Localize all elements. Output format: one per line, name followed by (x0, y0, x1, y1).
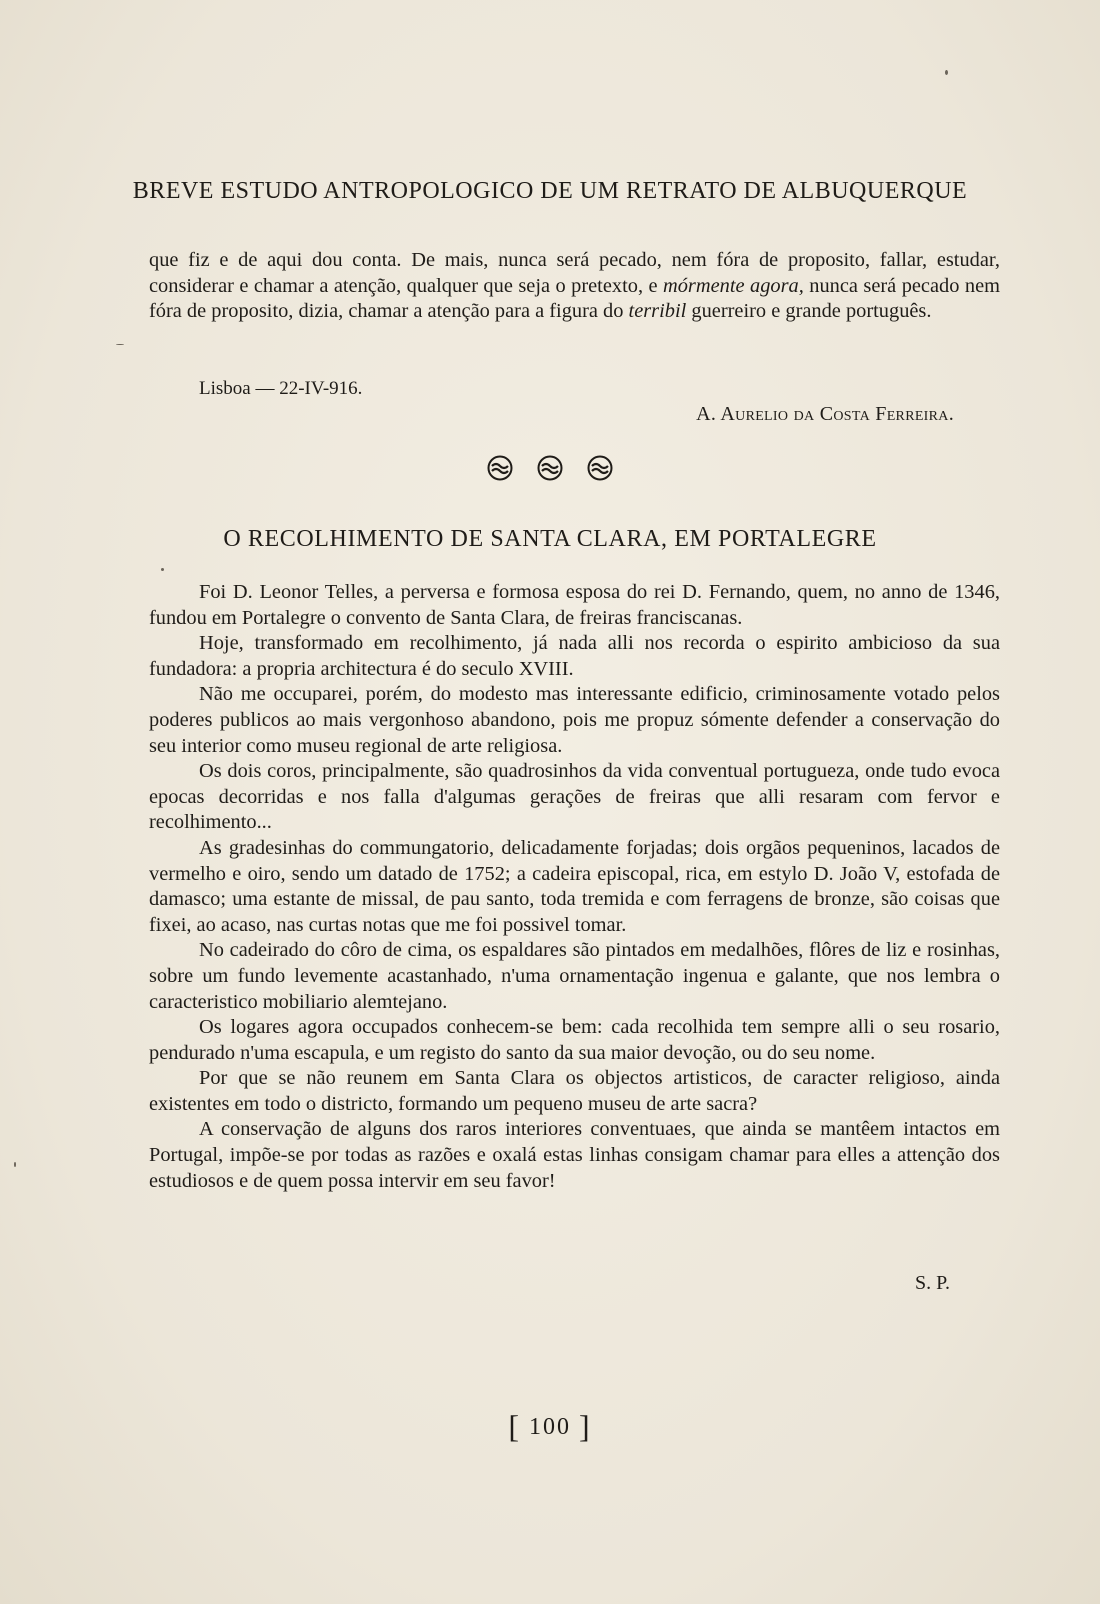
fleuron-ornament-icon (486, 454, 514, 482)
paper-speck (116, 344, 124, 345)
continuation-text-1: que fiz e de aqui dou conta. De mais, nunca será pecado, nem fóra de proposito, fallar, estudar, considerar e chamar a atenção, qualquer que seja o pretexto, e (149, 249, 1000, 297)
article-title: O RECOLHIMENTO DE SANTA CLARA, EM PORTALEGRE (223, 526, 877, 552)
article-paragraph: Por que se não reunem em Santa Clara os objectos artisticos, de caracter religioso, ainda existentes em todo o districto, formando um pequeno museu de arte sacra? (149, 1067, 1000, 1115)
page-number (0, 1408, 1100, 1445)
article-paragraph: A conservação de alguns dos raros interiores conventuaes, que ainda se mantêem intactos em Portugal, impõe-se por todas as razões e oxalá estas linhas consigam chamar para elles a attenção dos estudiosos e de quem possa intervir em seu favor! (149, 1118, 1000, 1192)
article-body (149, 580, 1000, 1194)
paper-speck (945, 70, 948, 75)
article-paragraph: Foi D. Leonor Telles, a perversa e formosa esposa do rei D. Fernando, quem, no anno de 1346, fundou em Portalegre o convento de Santa Clara, de freiras franciscanas. (149, 581, 1000, 629)
running-head: BREVE ESTUDO ANTROPOLOGICO DE UM RETRATO DE ALBUQUERQUE (132, 178, 968, 204)
continuation-paragraph (149, 248, 1000, 325)
article-paragraph: Os logares agora occupados conhecem-se bem: cada recolhida tem sempre alli o seu rosario, pendurado n'uma escapula, e um registo do santo da sua maior devoção, ou do seu nome. (149, 1016, 1000, 1064)
article-paragraph: Hoje, transformado em recolhimento, já nada alli nos recorda o espirito ambicioso da sua fundadora: a propria architectura é do seculo XVIII. (149, 632, 1000, 680)
paper-speck (14, 1162, 16, 1167)
continuation-italic-2: terribil (628, 300, 687, 323)
fleuron-ornament-icon (536, 454, 564, 482)
article-paragraph: Não me occuparei, porém, do modesto mas interessante edificio, criminosamente votado pelos poderes publicos ao mais vergonhoso abandono, pois me propuz sómente defender a conservação do seu interior como museu regional de arte religiosa. (149, 683, 1000, 757)
article-paragraph: No cadeirado do côro de cima, os espaldares são pintados em medalhões, flôres de liz e rosinhas, sobre um fundo levemente acastanhado, n'uma ornamentação ingenua e galante, que nos lembra o caracteristico mobiliario alemtejano. (149, 939, 1000, 1013)
continuation-italic-1: mórmente agora, (663, 274, 804, 297)
continuation-text (149, 248, 1000, 325)
article-paragraph: Os dois coros, principalmente, são quadrosinhos da vida conventual portugueza, onde tudo evoca epocas decorridas e nos falla d'algumas gerações de freiras que alli resaram com fervor e recolhimento... (149, 760, 1000, 834)
ornament-row (0, 454, 1100, 482)
fleuron-ornament-icon (586, 454, 614, 482)
continuation-text-3: guerreiro e grande português. (686, 300, 932, 323)
paper-speck (161, 568, 164, 571)
page-number-value: 100 (529, 1414, 571, 1440)
article-signature: S. P. (914, 1272, 950, 1294)
article-paragraph: As gradesinhas do commungatorio, delicadamente forjadas; dois orgãos pequeninos, lacados de vermelho e oiro, sendo um datado de 1752; a cadeira episcopal, rica, em estylo D. João V, estofada de damasco; uma estante de missal, de pau santo, toda tremida e com ferragens de bronze, são coisas que fixei, ao acaso, nas curtas notas que me foi possivel tomar. (149, 836, 1000, 936)
bracket-right: ] (579, 1408, 592, 1444)
bracket-left: [ (508, 1408, 521, 1444)
dateline: Lisboa — 22-IV-916. (199, 378, 363, 399)
author-signature: A. Aurelio da Costa Ferreira. (696, 403, 954, 425)
continuation-text-2: nunca será pecado nem fóra de proposito, dizia, chamar a atenção para a figura do (149, 274, 1000, 323)
